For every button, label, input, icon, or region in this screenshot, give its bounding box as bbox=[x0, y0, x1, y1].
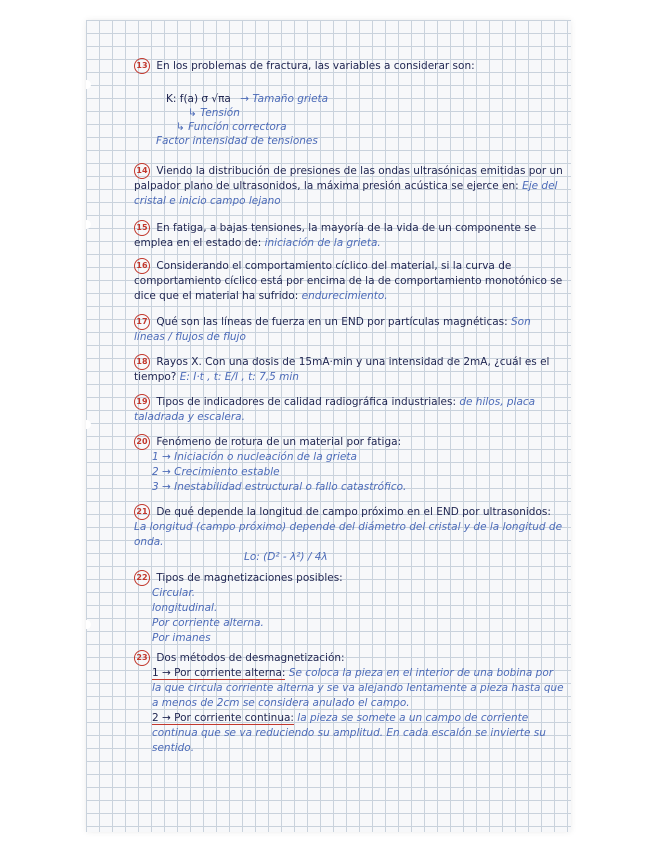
list-item: longitudinal. bbox=[152, 602, 218, 614]
question-number: 16 bbox=[134, 258, 150, 274]
answer-formula: Lo: (D² - λ²) / 4λ bbox=[244, 551, 328, 563]
method-text: Se coloca la pieza en el interior de una bobina por la que circula corriente alterna y se va alejando lentamente a pieza hasta que a menos de 2cm se considera anulado el campo. bbox=[152, 667, 564, 709]
list-item: Circular. bbox=[152, 587, 196, 599]
binder-hole bbox=[86, 620, 91, 629]
question-number: 19 bbox=[134, 394, 150, 410]
question-14 bbox=[134, 163, 564, 209]
method-label: 1 → Por corriente alterna: bbox=[152, 667, 286, 679]
method-label: 2 → Por corriente continua: bbox=[152, 712, 294, 724]
question-text: Rayos X. Con una dosis de 15mA·min y una intensidad de 2mA, ¿cuál es el tiempo? bbox=[134, 356, 550, 383]
question-13 bbox=[134, 58, 564, 74]
question-23 bbox=[134, 650, 564, 756]
formula-correction: Función correctora bbox=[188, 121, 287, 133]
question-text: Tipos de magnetizaciones posibles: bbox=[156, 572, 343, 584]
question-20 bbox=[134, 434, 564, 495]
formula-factor: Factor intensidad de tensiones bbox=[156, 135, 318, 147]
answer-text: E: I·t , t: E/I , t: 7,5 min bbox=[179, 371, 299, 383]
arrow-down-icon: ↳ bbox=[188, 107, 197, 119]
list-item: Por imanes bbox=[152, 632, 211, 644]
question-15 bbox=[134, 220, 564, 251]
arrow-right-icon: → bbox=[240, 93, 250, 105]
formula-stress: Tensión bbox=[200, 107, 240, 119]
arrow-down-icon: ↳ bbox=[176, 121, 185, 133]
question-16 bbox=[134, 258, 564, 304]
formula-crack-size: Tamaño grieta bbox=[252, 93, 329, 105]
list-item: Por corriente alterna. bbox=[152, 617, 264, 629]
notebook-page bbox=[86, 20, 571, 832]
question-18 bbox=[134, 354, 564, 385]
question-text: Fenómeno de rotura de un material por fatiga: bbox=[156, 436, 402, 448]
question-number: 13 bbox=[134, 58, 150, 74]
answer-text: endurecimiento. bbox=[301, 290, 388, 302]
question-text: Tipos de indicadores de calidad radiográfica industriales: bbox=[156, 396, 456, 408]
list-item: 2 → Crecimiento estable bbox=[152, 466, 280, 478]
method-text: la pieza se somete a un campo de corriente continua que se va reduciendo su amplitud. En cada escalón se invierte su sentido. bbox=[152, 712, 546, 754]
fracture-formula bbox=[156, 92, 406, 148]
binder-hole bbox=[86, 420, 91, 429]
question-number: 15 bbox=[134, 220, 150, 236]
question-text: Considerando el comportamiento cíclico del material, si la curva de comportamiento cíclico está por encima de la de comportamiento monotónico se dice que el material ha sufrido: bbox=[134, 260, 563, 302]
formula-main: K: f(a) σ √πa bbox=[166, 93, 231, 105]
list-item: 1 → Iniciación o nucleación de la grieta bbox=[152, 451, 357, 463]
answer-text: iniciación de la grieta. bbox=[264, 237, 381, 249]
question-text: En los problemas de fractura, las variables a considerar son: bbox=[156, 60, 475, 72]
question-number: 14 bbox=[134, 163, 150, 179]
question-number: 17 bbox=[134, 314, 150, 330]
question-number: 21 bbox=[134, 504, 150, 520]
question-19 bbox=[134, 394, 564, 425]
question-text: Qué son las líneas de fuerza en un END por partículas magnéticas: bbox=[156, 316, 508, 328]
question-22 bbox=[134, 570, 564, 646]
answer-text: de hilos, placa taladrada y escalera. bbox=[134, 396, 536, 423]
question-text: En fatiga, a bajas tensiones, la mayoría de la vida de un componente se emplea en el estado de: bbox=[134, 222, 537, 249]
binder-hole bbox=[86, 220, 91, 229]
question-text: Dos métodos de desmagnetización: bbox=[156, 652, 345, 664]
question-17 bbox=[134, 314, 564, 345]
question-number: 18 bbox=[134, 354, 150, 370]
question-21 bbox=[134, 504, 564, 565]
answer-text: La longitud (campo próximo) depende del diámetro del cristal y de la longitud de onda. bbox=[134, 521, 563, 548]
question-number: 22 bbox=[134, 570, 150, 586]
answer-text: Eje del cristal e inicio campo lejano bbox=[134, 180, 558, 207]
answer-text: Son líneas / flujos de flujo bbox=[134, 316, 531, 343]
question-number: 23 bbox=[134, 650, 150, 666]
question-text: Viendo la distribución de presiones de las ondas ultrasónicas emitidas por un palpador plano de ultrasonidos, la máxima presión acústica se ejerce en: bbox=[134, 165, 563, 192]
list-item: 3 → Inestabilidad estructural o fallo catastrófico. bbox=[152, 481, 407, 493]
question-number: 20 bbox=[134, 434, 150, 450]
binder-hole bbox=[86, 80, 91, 89]
question-text: De qué depende la longitud de campo próximo en el END por ultrasonidos: bbox=[156, 506, 551, 518]
